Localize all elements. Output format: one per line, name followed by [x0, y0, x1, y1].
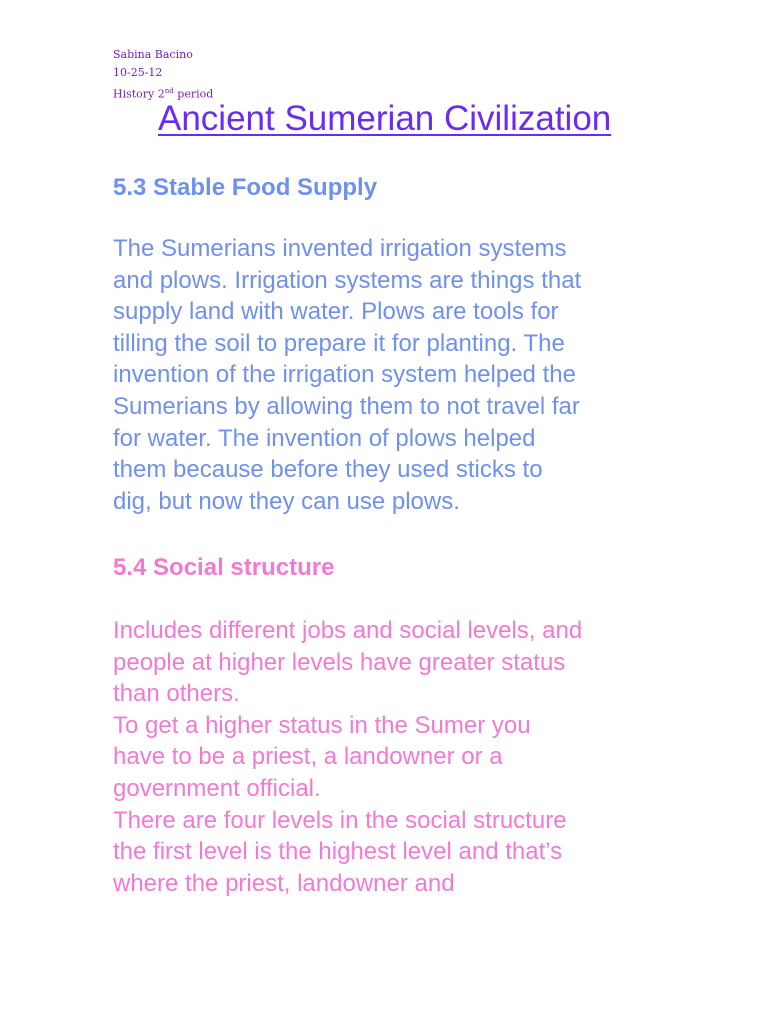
author-name: Sabina Bacino	[113, 48, 193, 61]
class-period-suffix: period	[173, 87, 214, 101]
body-line: invention of the irrigation system helped the	[113, 361, 576, 389]
body-line: Includes different jobs and social levels, and	[113, 617, 583, 644]
body-line: them because before they used sticks to	[113, 456, 543, 484]
section-heading-food-supply: 5.3 Stable Food Supply	[113, 174, 378, 201]
section-body-food-supply	[113, 233, 673, 517]
body-line: supply land with water. Plows are tools for	[113, 298, 559, 326]
class-period-prefix: History 2	[113, 87, 165, 101]
body-line: where the priest, landowner and	[113, 869, 455, 897]
body-line: the first level is the highest level and that’s	[113, 838, 563, 866]
body-line: government official.	[113, 774, 321, 802]
section-body-social-structure	[113, 615, 673, 899]
body-line: The Sumerians invented irrigation systems	[113, 235, 567, 262]
body-line: people at higher levels have greater status	[113, 648, 566, 676]
body-line: dig, but now they can use plows.	[113, 487, 460, 515]
body-line: To get a higher status in the Sumer you	[113, 711, 531, 739]
class-period-ordinal: nd	[164, 87, 174, 95]
body-line: and plows. Irrigation systems are things that	[113, 266, 582, 294]
body-line: tilling the soil to prepare it for planting. The	[113, 329, 565, 357]
body-line: have to be a priest, a landowner or a	[113, 743, 503, 771]
section-heading-social-structure: 5.4 Social structure	[113, 554, 335, 581]
body-line: There are four levels in the social structure	[113, 806, 567, 834]
body-line: than others.	[113, 680, 240, 708]
body-line: Sumerians by allowing them to not travel far	[113, 392, 580, 420]
document-title: Ancient Sumerian Civilization	[158, 99, 612, 138]
assignment-date: 10-25-12	[113, 66, 163, 79]
body-line: for water. The invention of plows helped	[113, 424, 536, 452]
